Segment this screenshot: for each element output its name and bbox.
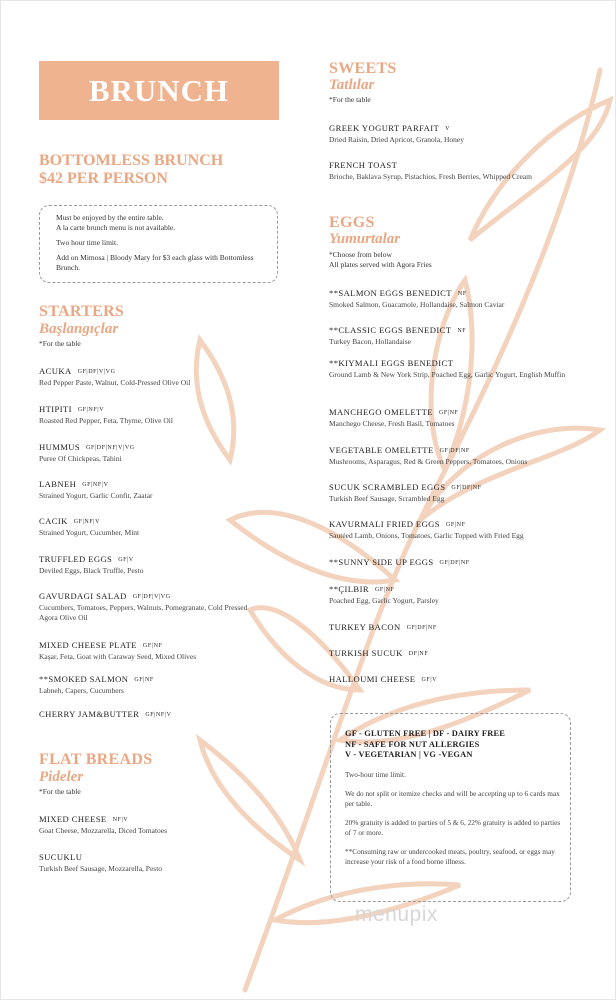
diet-tags: GF|NF|V <box>73 519 101 525</box>
item-name: TURKISH SUCUK <box>329 648 403 658</box>
menu-item <box>39 442 279 464</box>
item-name: SUCUKLU <box>39 852 83 862</box>
sweets-note: *For the table <box>329 95 371 104</box>
item-description: Manchego Cheese, Fresh Basil, Tomatoes <box>329 419 455 428</box>
item-description: Goat Cheese, Mozzarella, Diced Tomatoes <box>39 826 168 835</box>
item-description: Roasted Red Pepper, Feta, Thyme, Olive Oil <box>39 416 173 425</box>
menu-item <box>329 288 579 310</box>
menu-item <box>329 584 579 606</box>
item-name: HTIPITI <box>39 404 72 414</box>
menu-item <box>329 358 574 380</box>
menu-item <box>329 123 579 145</box>
starters-note: *For the table <box>39 339 81 348</box>
eggs-subtitle: Yumurtalar <box>329 231 401 247</box>
item-name: **ÇILBIR <box>329 584 369 594</box>
menu-item <box>39 709 279 721</box>
diet-tags: GF|NF <box>445 522 466 528</box>
menu-item <box>329 674 579 686</box>
page-title: BRUNCH <box>88 72 230 108</box>
starters-subtitle: Başlangıçlar <box>39 321 119 337</box>
item-name: VEGETABLE OMELETTE <box>329 445 434 455</box>
menu-item <box>39 674 279 696</box>
item-name: CACIK <box>39 516 68 526</box>
item-name: TRUFFLED EGGS <box>39 554 113 564</box>
flatbreads-title: FLAT BREADS <box>39 751 153 768</box>
item-name: KAVURMALI FRIED EGGS <box>329 519 440 529</box>
brunch-banner <box>39 61 279 120</box>
flatbreads-note: *For the table <box>39 787 81 796</box>
menu-item <box>39 516 279 538</box>
item-description: Sautéed Lamb, Onions, Tomatoes, Garlic Topped with Fried Egg <box>329 531 524 540</box>
diet-tags: V <box>445 126 451 132</box>
item-description: Turkish Beef Sausage, Scrambled Egg <box>329 494 445 503</box>
legend-line: V - VEGETARIAN | VG -VEGAN <box>345 750 473 759</box>
menu-item <box>329 482 579 504</box>
item-description: Smoked Salmon, Guacamole, Hollandaise, Salmon Caviar <box>329 300 505 309</box>
diet-tags: GF|NF|V <box>145 712 172 718</box>
item-name: MIXED CHEESE <box>39 814 107 824</box>
checks-policy: We do not split or itemize checks and will be accepting up to 6 cards max per table. <box>345 788 560 808</box>
diet-tags: GF|DF|NF <box>451 485 482 491</box>
item-description: Mushrooms, Asparagus, Red & Green Peppers, Tomatoes, Onions <box>329 457 528 466</box>
starters-title: STARTERS <box>39 303 125 320</box>
legend-line: NF - SAFE FOR NUT ALLERGIES <box>345 739 480 749</box>
diet-tags: GF|NF|V <box>77 407 105 413</box>
diet-tags: GF|DF|V|VG <box>77 369 116 375</box>
item-description: Turkey Bacon, Hollandaise <box>329 337 412 346</box>
item-name: **CLASSIC EGGS BENEDICT <box>329 325 452 335</box>
diet-tags: GF|DF|NF <box>439 560 470 566</box>
diet-tags: NF|V <box>112 817 129 823</box>
diet-tags: NF <box>457 328 467 334</box>
diet-tags: GF|DF|NF <box>439 448 470 454</box>
item-name: **KIYMALI EGGS BENEDICT <box>329 358 454 368</box>
item-description: Red Pepper Paste, Walnut, Cold-Pressed Olive Oil <box>39 378 191 387</box>
sweets-title: SWEETS <box>329 60 397 77</box>
rule-text: Add on Mimosa | Bloody Mary for $3 each glass with Bottomless Brunch. <box>56 253 254 272</box>
item-name: CHERRY JAM&BUTTER <box>39 709 140 719</box>
legend-line: GF - GLUTEN FREE | DF - DAIRY FREE <box>345 729 506 738</box>
diet-tags: GF|NF|V <box>82 482 109 488</box>
item-description: Cucumbers, Tomatoes, Peppers, Walnuts, Pomegranate, Cold Pressed Agora Olive Oil <box>39 603 248 622</box>
diet-tags: GF|V <box>421 677 438 683</box>
menu-item <box>329 648 579 660</box>
diet-tags: GF|V <box>118 557 134 563</box>
diet-tags: GF|DF|V|VG <box>132 594 171 600</box>
menu-item <box>39 404 279 426</box>
bottomless-title: BOTTOMLESS BRUNCH <box>39 152 224 169</box>
menu-item <box>329 622 579 634</box>
item-name: MANCHEGO OMELETTE <box>329 407 433 417</box>
menu-item <box>329 557 579 569</box>
rule-text: A la carte brunch menu is not available. <box>56 223 176 232</box>
eggs-note: *Choose from below <box>329 250 392 259</box>
menu-item <box>329 445 579 467</box>
item-description: Puree Of Chickpeas, Tahini <box>39 454 122 463</box>
item-description: Brioche, Baklava Syrup, Pistachios, Fresh Berries, Whipped Cream <box>329 172 532 181</box>
item-description: Labneh, Capers, Cucumbers <box>39 686 124 695</box>
item-description: Deviled Eggs, Black Truffle, Pesto <box>39 566 144 575</box>
item-name: GREEK YOGURT PARFAIT <box>329 123 440 133</box>
menu-item <box>329 160 579 182</box>
menu-item <box>329 519 579 541</box>
item-name: LABNEH <box>39 479 77 489</box>
menu-item <box>329 325 579 347</box>
item-name: **SMOKED SALMON <box>39 674 129 684</box>
item-description: Dried Raisin, Dried Apricot, Granola, Honey <box>329 135 464 144</box>
menu-item <box>39 591 249 623</box>
time-limit-note: Two-hour time limit. <box>345 769 406 779</box>
legend-box <box>330 713 571 902</box>
diet-tags: NF <box>457 291 467 297</box>
rule-text: Must be enjoyed by the entire table. <box>56 213 164 222</box>
item-name: **SALMON EGGS BENEDICT <box>329 288 452 298</box>
diet-tags: GF|DF|NF <box>406 625 437 631</box>
menu-item <box>39 366 279 388</box>
item-description: Ground Lamb & New York Strip, Poached Egg, Garlic Yogurt, English Muffin <box>329 370 566 379</box>
rule-text: Two hour time limit. <box>56 238 118 247</box>
menu-item <box>39 554 279 576</box>
flatbreads-subtitle: Pideler <box>39 769 84 785</box>
eggs-note: All plates served with Agora Fries <box>329 260 432 269</box>
item-description: Strained Yogurt, Cucumber, Mint <box>39 528 140 537</box>
item-name: GAVURDAGI SALAD <box>39 591 127 601</box>
diet-tags: GF|NF <box>134 677 154 683</box>
item-name: MIXED CHEESE PLATE <box>39 640 137 650</box>
item-name: **SUNNY SIDE UP EGGS <box>329 557 434 567</box>
menupix-watermark: menupix <box>355 903 438 926</box>
diet-tags: GF|NF <box>142 643 163 649</box>
item-description: Poached Egg, Garlic Yogurt, Parsley <box>329 596 439 605</box>
item-name: TURKEY BACON <box>329 622 401 632</box>
item-name: HALLOUMI CHEESE <box>329 674 416 684</box>
menu-item <box>39 814 279 836</box>
item-name: HUMMUS <box>39 442 81 452</box>
item-name: SUCUK SCRAMBLED EGGS <box>329 482 446 492</box>
gratuity-policy: 20% gratuity is added to parties of 5 & 6, 22% gratuity is added to parties of 7 or more. <box>345 817 561 837</box>
item-description: Kaşar, Feta, Goat with Caraway Seed, Mixed Olives <box>39 652 197 661</box>
diet-tags: DF|NF <box>408 651 429 657</box>
menu-item <box>329 407 579 429</box>
item-name: FRENCH TOAST <box>329 160 398 170</box>
menu-item <box>39 852 279 874</box>
item-description: Turkish Beef Sausage, Mozzarella, Pesto <box>39 864 163 873</box>
diet-tags: GF|NF <box>438 410 459 416</box>
eggs-title: EGGS <box>329 214 375 231</box>
menu-item <box>39 640 279 662</box>
bottomless-price-text: $42 PER PERSON <box>39 170 168 187</box>
diet-tags: GF|DF|NF|V|VG <box>86 445 135 451</box>
sweets-subtitle: Tatlılar <box>329 77 375 93</box>
item-name: ACUKA <box>39 366 72 376</box>
item-description: Strained Yogurt, Garlic Confit, Zaatar <box>39 491 153 500</box>
rules-box <box>39 205 278 283</box>
menu-item <box>39 479 279 501</box>
bottomless-price <box>39 152 289 188</box>
food-safety-warning: **Consuming raw or undercooked meats, poultry, seafood, or eggs may increase your risk of a food borne illness. <box>345 846 555 866</box>
diet-tags: GF|NF <box>374 587 395 593</box>
